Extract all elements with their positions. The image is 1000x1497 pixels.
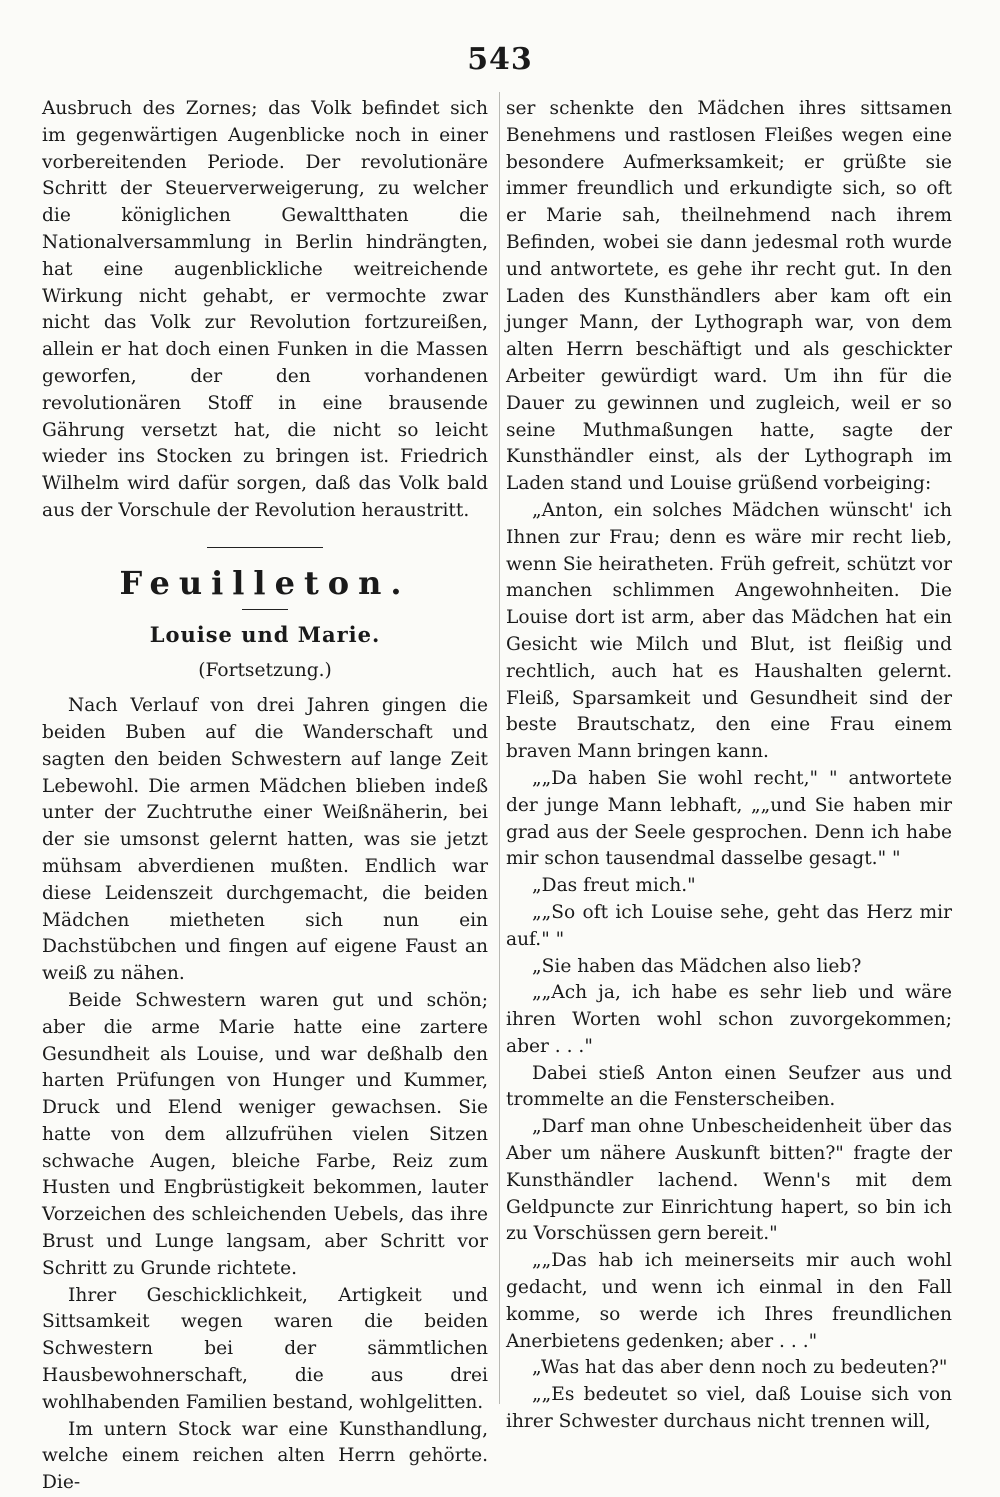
story-title: Louise und Marie. — [149, 621, 381, 647]
politics-article-tail: Ausbruch des Zornes; das Volk befindet sich im gegenwärtigen Augenblicke noch in einer vorbereitenden Periode. Der revolutionäre Schritt der Steuerverweigerung, zu welcher die königlichen Gewaltthaten die Nationalversammlung in Berlin hindrängten, hat eine augenblickliche weitreichende Wirkung nicht gehabt, er vermochte zwar nicht das Volk zur Revolution fortzureißen, allein er hat doch einen Funken in die Massen geworfen, der den vorhandenen revolutionären Stoff in eine brausende Gährung versetzt hat, die nicht so leicht wieder ins Stocken zu bringen ist. Friedrich Wilhelm wird dafür sorgen, daß das Volk bald aus der Vorschule der Revolution heraustritt. — [42, 98, 488, 521]
dialogue-paragraph: „Sie haben das Mädchen also lieb? — [532, 955, 862, 977]
story-paragraph: Ihrer Geschicklichkeit, Artigkeit und Sittsamkeit wegen waren die beiden Schwestern bei der sämmtlichen Hausbewohnerschaft, die aus drei wohlhabenden Familien bestand, wohlgelitten. — [42, 1284, 488, 1413]
story-paragraph: ser schenkte den Mädchen ihres sittsamen Benehmens und rastlosen Fleißes wegen eine besondere Aufmerksamkeit; er grüßte sie immer freundlich und erkundigte sich, so oft er Marie sah, theilnehmend nach ihrem Befinden, wobei sie dann jedesmal roth wurde und antwortete, es gehe ihr recht gut. In den Laden des Kunsthändlers aber kam oft ein junger Mann, der Lythograph war, von dem alten Herrn beschäftigt und als geschickter Arbeiter gewürdigt ward. Um ihn für die Dauer zu gewinnen und zugleich, weil er so seine Muthmaßungen hatte, sagte der Kunsthändler einst, als der Lythograph im Laden stand und Louise grüßend vorbeiging: — [506, 98, 952, 495]
dialogue-paragraph: „„Das hab ich meinerseits mir auch wohl gedacht, und wenn ich einmal in den Fall komme, so werde ich Ihres freundlichen Anerbietens gedenken; aber . . ." — [506, 1250, 952, 1352]
dialogue-paragraph: „„So oft ich Louise sehe, geht das Herz mir auf." " — [506, 901, 952, 950]
dialogue-paragraph: „„Es bedeutet so viel, daß Louise sich von ihrer Schwester durchaus nicht trennen will, — [506, 1384, 952, 1433]
page-number: 543 — [467, 42, 533, 77]
dialogue-paragraph: „„Ach ja, ich habe es sehr lieb und wäre ihren Worten wohl schon zuvorgekommen; aber . . ." — [506, 982, 952, 1057]
dialogue-paragraph: „Das freut mich." — [532, 875, 696, 897]
story-subtitle: (Fortsetzung.) — [198, 660, 332, 682]
section-title: Feuilleton. — [119, 563, 411, 602]
dialogue-paragraph: „„Da haben Sie wohl recht," " antwortete der junge Mann lebhaft, „„und Sie haben mir grad aus der Seele gesprochen. Denn ich habe mir schon tausendmal dasselbe gesagt." " — [506, 767, 952, 870]
story-paragraph: Im untern Stock war eine Kunsthandlung, welche einem reichen alten Herrn gehörte. Die- — [42, 1418, 488, 1494]
story-paragraph: Beide Schwestern waren gut und schön; aber die arme Marie hatte eine zartere Gesundheit als Louise, und war deßhalb den harten Prüfungen von Hunger und Kummer, Druck und Elend weniger gewachsen. Sie hatte von dem allzufrühen vielen Sitzen schwache Augen, bleiche Farbe, Reiz zum Husten und Engbrüstigkeit bekommen, lauter Vorzeichen des schleichenden Uebels, das ihre Brust und Lunge langsam, aber Schritt vor Schritt zu Grunde richtete. — [42, 989, 488, 1279]
dialogue-paragraph: „Anton, ein solches Mädchen wünscht' ich Ihnen zur Frau; denn es wäre mir recht lieb, wenn Sie heiratheten. Früh gefreit, schützt vor manchen schlimmen Angewohnheiten. Die Louise dort ist arm, aber das Mädchen hat ein Gesicht wie Milch und Blut, ist fleißig und rechtlich, auch hat es Haushalten gelernt. Fleiß, Sparsamkeit und Gesundheit sind der beste Brautschatz, den eine Frau einem braven Mann bringen kann. — [506, 499, 952, 763]
dialogue-paragraph: „Was hat das aber denn noch zu bedeuten?" — [532, 1357, 948, 1379]
story-paragraph: Dabei stieß Anton einen Seufzer aus und trommelte an die Fensterscheiben. — [506, 1062, 952, 1111]
right-column — [506, 96, 952, 1436]
dialogue-paragraph: „Darf man ohne Unbescheidenheit über das Aber um nähere Auskunft bitten?" fragte der Kunsthändler lachend. Wenn's mit dem Geldpuncte zur Einrichtung hapert, so bin ich zu Vorschüssen gern bereit." — [506, 1116, 952, 1245]
section-divider — [207, 547, 323, 548]
story-paragraph: Nach Verlauf von drei Jahren gingen die beiden Buben auf die Wanderschaft und sagten den beiden Schwestern auf lange Zeit Lebewohl. Die armen Mädchen blieben indeß unter der Zuchtruthe einer Weißnäherin, bei der sie umsonst gelernt hatten, was sie jetzt mühsam abverdienen mußten. Endlich war diese Leidenszeit durchgemacht, die beiden Mädchen mietheten sich nun ein Dachstübchen und fingen auf eigene Faust an weiß zu nähen. — [42, 695, 488, 985]
left-column — [42, 96, 488, 1497]
column-separator — [499, 92, 500, 1404]
title-divider — [242, 609, 288, 610]
